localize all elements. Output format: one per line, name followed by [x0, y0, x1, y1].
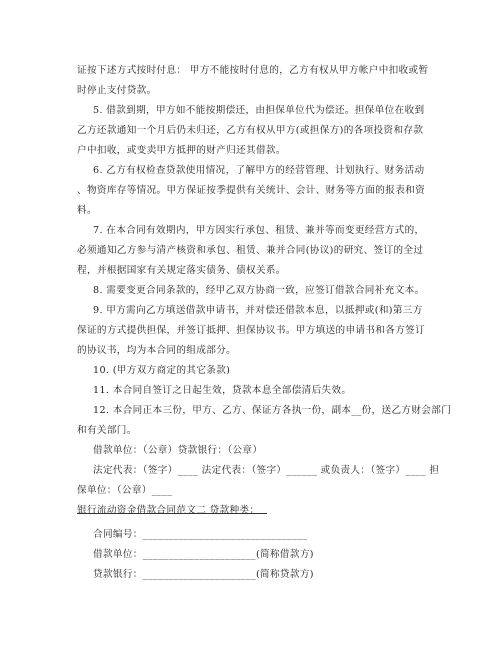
text-line: 11. 本合同自签订之日起生效，贷款本息全部偿清后失效。	[93, 385, 352, 396]
text-line: 程，并根据国家有关规定落实债务、债权关系。	[77, 265, 286, 276]
text-line: 12. 本合同正本三份，甲方、乙方、保证方各执一份，副本__份，送乙方财会部门	[93, 405, 452, 416]
text-line: 的协议书，均为本合同的组成部分。	[77, 345, 237, 356]
text-line: 8. 需要变更合同条款的，经甲乙双方协商一致，应签订借款合同补充文本。	[93, 285, 425, 296]
text-line: 6. 乙方有权检查贷款使用情况，了解甲方的经营管理、计划执行、财务活动	[93, 165, 425, 176]
contract-number-field: 合同编号：________________________________	[93, 529, 308, 540]
text-line: 法定代表：（签字）____ 法定代表：（签字）______ 或负责人：（签字）____ 担	[93, 465, 440, 476]
text-line: 保单位：（公章）____	[77, 485, 173, 496]
text-line: 户中扣收，或变卖甲方抵押的财产归还其借款。	[77, 145, 286, 156]
text-line: 10. (甲方双方商定的其它条款)	[93, 365, 231, 376]
text-line: 证按下述方式按时付息： 甲方不能按时付息的，乙方有权从甲方帐户中扣收或暂	[77, 65, 429, 76]
text-line: 、物资库存等情况。甲方保证按季提供有关统计、会计、财务等方面的报表和资	[77, 185, 426, 196]
text-line: 借款单位：（公章）贷款银行：（公章）	[93, 445, 263, 456]
text-line: 5. 借款到期，甲方如不能按期偿还，由担保单位代为偿还。担保单位在收到	[93, 105, 425, 116]
text-line: 保证的方式提供担保，并签订抵押、担保协议书。甲方填送的申请书和各方签订	[77, 325, 426, 336]
text-line: 和有关部门。	[77, 425, 137, 436]
text-line: 时停止支付贷款。	[77, 85, 157, 96]
divider-line	[77, 513, 267, 514]
text-line: 9. 甲方需向乙方填送借款申请书，并对偿还借款本息，以抵押或(和)第三方	[93, 305, 423, 316]
lender-field: 贷款银行：______________________(简称贷款方)	[93, 569, 314, 580]
text-line: 乙方还款通知一个月后仍未归还，乙方有权从甲方(或担保方)的各项投资和存款	[77, 125, 424, 136]
borrower-field: 借款单位：______________________(简称借款方)	[93, 549, 314, 560]
text-line: 7. 在本合同有效期内，甲方因实行承包、租赁、兼并等而变更经营方式的，	[93, 225, 425, 236]
text-line: 必须通知乙方参与清产核资和承包、租赁、兼并合同(协议)的研究、签订的全过	[77, 245, 424, 256]
text-line: 料。	[77, 205, 97, 216]
section-title: 银行流动资金借款合同范文二 贷款种类：	[77, 505, 260, 516]
